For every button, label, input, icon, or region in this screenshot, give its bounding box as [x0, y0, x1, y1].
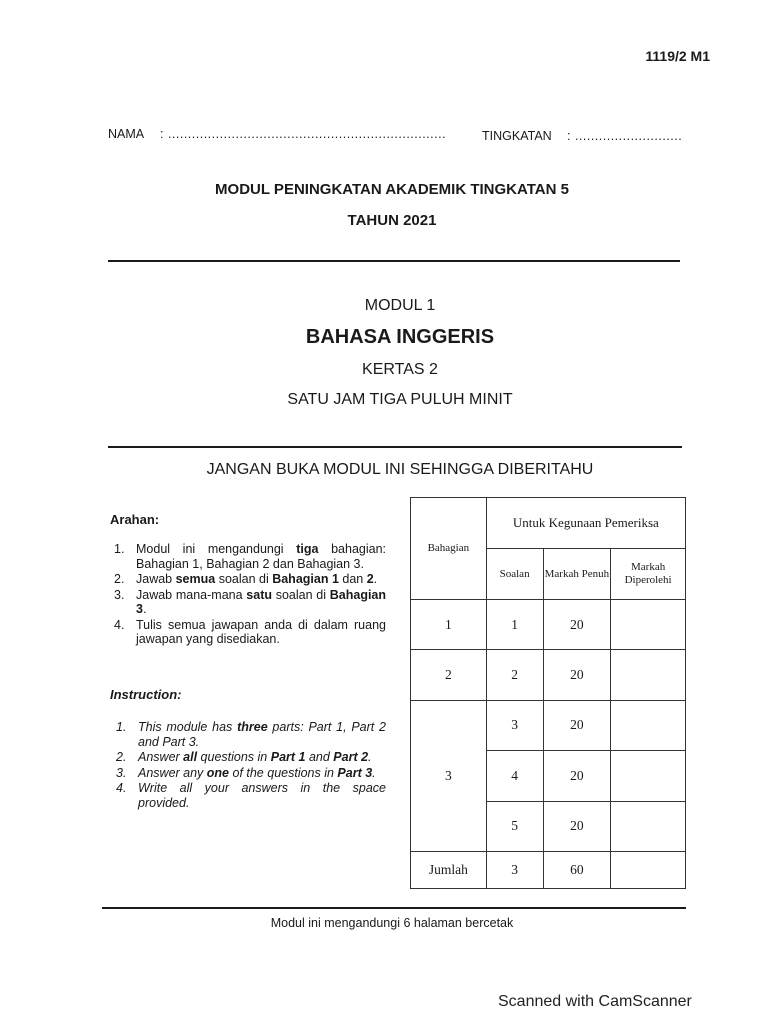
paper-code: 1119/2 M1 [645, 48, 710, 64]
full-marks-cell: 20 [543, 700, 611, 750]
divider-middle [108, 446, 682, 448]
total-question-cell: 3 [486, 852, 543, 889]
col-full-marks-header: Markah Penuh [543, 549, 611, 600]
total-full-marks-cell: 60 [543, 852, 611, 889]
notice: JANGAN BUKA MODUL INI SEHINGGA DIBERITAHU [206, 461, 594, 478]
table-row [411, 600, 686, 650]
obtained-marks-cell[interactable] [611, 700, 686, 750]
full-marks-cell: 20 [543, 801, 611, 851]
col-obtained-marks-header: Markah Diperolehi [611, 549, 686, 600]
module-year: TAHUN 2021 [347, 212, 437, 229]
total-row [411, 852, 686, 889]
arahan-heading: Arahan: [110, 512, 160, 527]
page-count-note: Modul ini mengandungi 6 halaman bercetak [270, 916, 514, 930]
paper-number: KERTAS 2 [362, 361, 438, 378]
table-row [411, 700, 686, 750]
level-field[interactable]: : ........................... [567, 129, 683, 143]
instruction-heading: Instruction: [110, 687, 182, 702]
list-item: 1. Modul ini mengandungi tiga bahagian: Bahagian 1, Bahagian 2 dan Bahagian 3. [114, 542, 386, 571]
list-item: 1. This module has three parts: Part 1, Part 2 and Part 3. [116, 720, 386, 749]
examiner-header: Untuk Kegunaan Pemeriksa [486, 498, 685, 549]
total-obtained-marks-cell[interactable] [611, 852, 686, 889]
name-label: NAMA [108, 127, 145, 141]
section-cell: 3 [411, 700, 487, 851]
obtained-marks-cell[interactable] [611, 801, 686, 851]
question-cell: 2 [486, 650, 543, 700]
question-cell: 1 [486, 600, 543, 650]
divider-bottom [102, 907, 686, 909]
list-item: 4. Tulis semua jawapan anda di dalam ruang jawapan yang disediakan. [114, 617, 386, 646]
list-item: 3. Answer any one of the questions in Part 3. [116, 765, 376, 780]
list-item: 2. Answer all questions in Part 1 and Part 2. [116, 750, 372, 764]
arahan-list [110, 542, 386, 648]
list-item: 2. Jawab semua soalan di Bahagian 1 dan 2. [114, 572, 378, 586]
question-cell: 3 [486, 700, 543, 750]
duration: SATU JAM TIGA PULUH MINIT [287, 391, 513, 408]
section-cell: 2 [411, 650, 487, 700]
divider-top [108, 260, 680, 262]
level-label: TINGKATAN [482, 129, 552, 143]
name-field[interactable]: : ...................................................................... [160, 127, 447, 141]
question-cell: 5 [486, 801, 543, 851]
col-question-header: Soalan [486, 549, 543, 600]
question-cell: 4 [486, 751, 543, 801]
full-marks-cell: 20 [543, 650, 611, 700]
obtained-marks-cell[interactable] [611, 751, 686, 801]
full-marks-cell: 20 [543, 600, 611, 650]
obtained-marks-cell[interactable] [611, 600, 686, 650]
full-marks-cell: 20 [543, 751, 611, 801]
obtained-marks-cell[interactable] [611, 650, 686, 700]
module-title: MODUL PENINGKATAN AKADEMIK TINGKATAN 5 [215, 181, 569, 198]
module-number: MODUL 1 [364, 297, 436, 314]
total-label: Jumlah [411, 852, 487, 889]
list-item: 3. Jawab mana-mana satu soalan di Bahagian 3. [114, 587, 387, 616]
instruction-list [112, 720, 386, 811]
camscanner-watermark: Scanned with CamScanner [498, 993, 692, 1010]
section-cell: 1 [411, 600, 487, 650]
table-row [411, 650, 686, 700]
subject-title: BAHASA INGGERIS [305, 326, 495, 348]
marks-table [410, 497, 686, 889]
col-section-header: Bahagian [411, 498, 487, 600]
list-item: 4. Write all your answers in the space provided. [116, 781, 386, 810]
